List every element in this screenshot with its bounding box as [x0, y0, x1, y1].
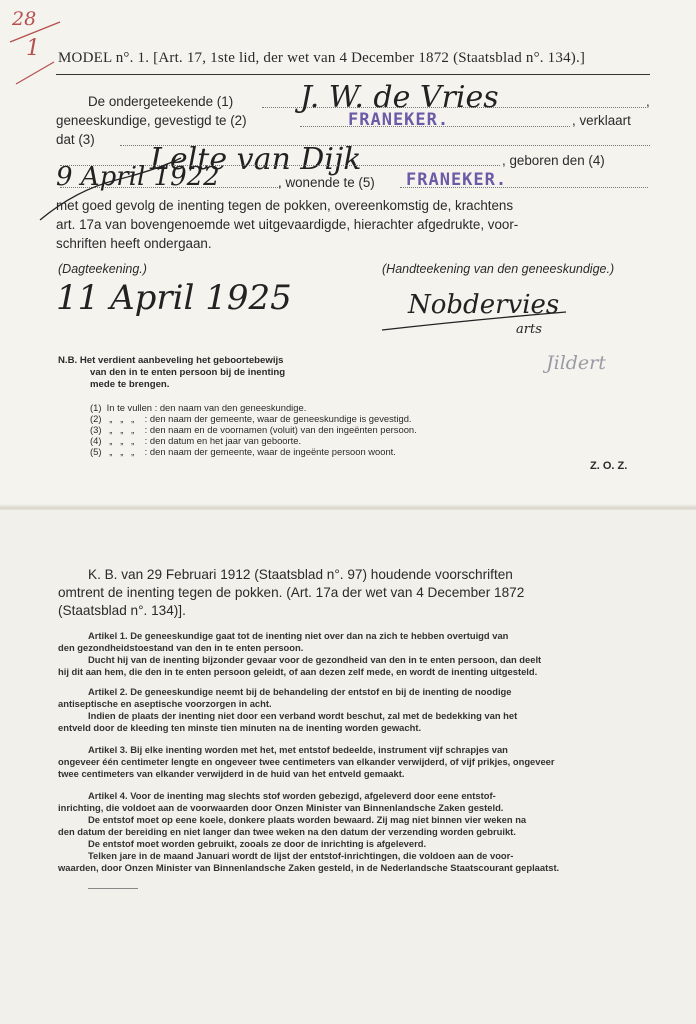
model-header: [58, 50, 585, 67]
form-line-2: geneeskundige, gevestigd te (2): [56, 113, 247, 128]
form-line-1: De ondergeteekende (1): [88, 94, 234, 109]
article-4-line: waarden, door Onzen Minister van Binnenlandsche Zaken gesteld, in de Nederlandsche Staatscourant geplaatst.: [58, 862, 560, 873]
article-1-line: den gezondheidstoestand van den in te enten persoon.: [58, 642, 304, 653]
stamp-franeker-1: FRANEKER.: [348, 110, 450, 130]
article-4-line: De entstof moet op eene koele, donkere plaats worden bewaard. Zij mag niet binnen vier weken na: [88, 814, 527, 825]
footnote: (5) „ „ „ : den naam der gemeente, waar de ingeënte persoon woont.: [90, 446, 396, 457]
nb-line-2: van den in te enten persoon bij de inenting: [90, 367, 286, 378]
article-4-line: Artikel 4. Voor de inenting mag slechts stof worden gebezigd, afgeleverd door eene entstof-: [88, 790, 496, 801]
form-line-5: met goed gevolg de inenting tegen de pokken, overeenkomstig de, krachtens: [56, 198, 514, 213]
kb-line-3: (Staatsblad n°. 134)].: [58, 603, 186, 618]
zoz: Z. O. Z.: [590, 460, 628, 472]
article-4-line: den datum der bereiding en niet langer dan twee weken na den datum der verzending worden gebruikt.: [58, 826, 516, 837]
handwritten-birth-date: 9 April 1922: [56, 162, 220, 192]
footnote: (4) „ „ „ : den datum en het jaar van geboorte.: [90, 435, 302, 446]
form-line-4: , wonende te (5): [278, 175, 375, 190]
footnote: (3) „ „ „ : den naam en de voornamen (voluit) van den ingeënten persoon.: [90, 424, 417, 435]
pencil-number: 28: [12, 8, 37, 30]
kb-line-2: omtrent de inenting tegen de pokken. (Art. 17a der wet van 4 December 1872: [58, 585, 525, 600]
article-4-line: Telken jare in de maand Januari wordt de lijst der entstof-inrichtingen, die voldoen aan de voor-: [88, 850, 514, 861]
article-3-line: Artikel 3. Bij elke inenting worden met het, met entstof bedeelde, instrument vijf schrapjes van: [88, 744, 508, 755]
kb-line-1: K. B. van 29 Februari 1912 (Staatsblad n°. 97) houdende voorschriften: [88, 567, 513, 582]
signature-label: (Handteekening van den geneeskundige.): [382, 262, 615, 276]
article-3-line: twee centimeters van elkander verwijderd in de huid van het entveld gemaakt.: [58, 768, 405, 779]
article-1-line: Ducht hij van de inenting bijzonder gevaar voor de gezondheid van den in te enten persoon, dan deelt: [88, 654, 542, 665]
article-2-line: Indien de plaats der inenting niet door een verband wordt beschut, zal met de bedekking van het: [88, 710, 518, 721]
fill-line-6: [400, 187, 648, 188]
article-2-line: entveld door de kleeding ten minste tien minuten na de inenting worden gewacht.: [58, 722, 422, 733]
footnote: (2) „ „ „ : den naam der gemeente, waar de geneeskundige is gevestigd.: [90, 413, 412, 424]
model-label: MODEL: [58, 50, 112, 66]
pencil-fraction: 1: [26, 36, 40, 61]
stamp-franeker-2: FRANEKER.: [406, 170, 508, 190]
form-line-6: art. 17a van bovengenoemde wet uitgevaardigde, hierachter afgedrukte, voor-: [56, 217, 519, 232]
nb-line-1: N.B. Het verdient aanbeveling het geboortebewijs: [58, 355, 284, 366]
article-1-line: Artikel 1. De geneeskundige gaat tot de inenting niet over dan na zich te hebben overtuigd van: [88, 630, 509, 641]
form-line-2-post: , verklaart: [572, 113, 631, 128]
handwritten-doctor-name: J. W. de Vries: [300, 80, 499, 115]
handwritten-patient-name: Lelte van Dijk: [150, 142, 362, 177]
form-line-7: schriften heeft ondergaan.: [56, 236, 212, 251]
form-line-3-post: , geboren den (4): [502, 153, 605, 168]
signature-title: arts: [516, 322, 542, 337]
handwritten-date: 11 April 1925: [56, 278, 292, 318]
date-label: (Dagteekening.): [58, 262, 147, 276]
article-1-line: hij dit aan hem, die den in te enten persoon geleidt, of aan dezen zelf mede, en wordt de inenting uitgesteld.: [58, 666, 538, 677]
form-line-3: dat (3): [56, 132, 95, 147]
article-3-line: ongeveer één centimeter lengte en ongeveer twee centimeters van elkander verwijderd, of vijf prikjes, ongeveer: [58, 756, 555, 767]
model-number: n°. 1.: [115, 50, 150, 66]
article-4-line: De entstof moet worden gebruikt, zooals ze door de inrichting is afgeleverd.: [88, 838, 427, 849]
comma: ,: [646, 94, 650, 109]
article-2-line: antiseptische en aseptische voorzorgen in acht.: [58, 698, 272, 709]
article-reference: [Art. 17, 1ste lid, der wet van 4 December 1872 (Staatsblad n°. 134).]: [153, 50, 586, 66]
signature: Nobdervies: [408, 290, 560, 320]
nb-line-3: mede te brengen.: [90, 379, 170, 390]
article-2-line: Artikel 2. De geneeskundige neemt bij de behandeling der entstof en bij de inenting de noodige: [88, 686, 512, 697]
header-rule: [56, 74, 650, 75]
footnote: (1) In te vullen : den naam van den geneeskundige.: [90, 402, 307, 413]
article-4-line: inrichting, die voldoet aan de voorwaarden door Onzen Minister van Binnenlandsche Zaken gesteld.: [58, 802, 504, 813]
pencil-name: Jildert: [546, 352, 606, 374]
end-rule: [88, 888, 138, 889]
